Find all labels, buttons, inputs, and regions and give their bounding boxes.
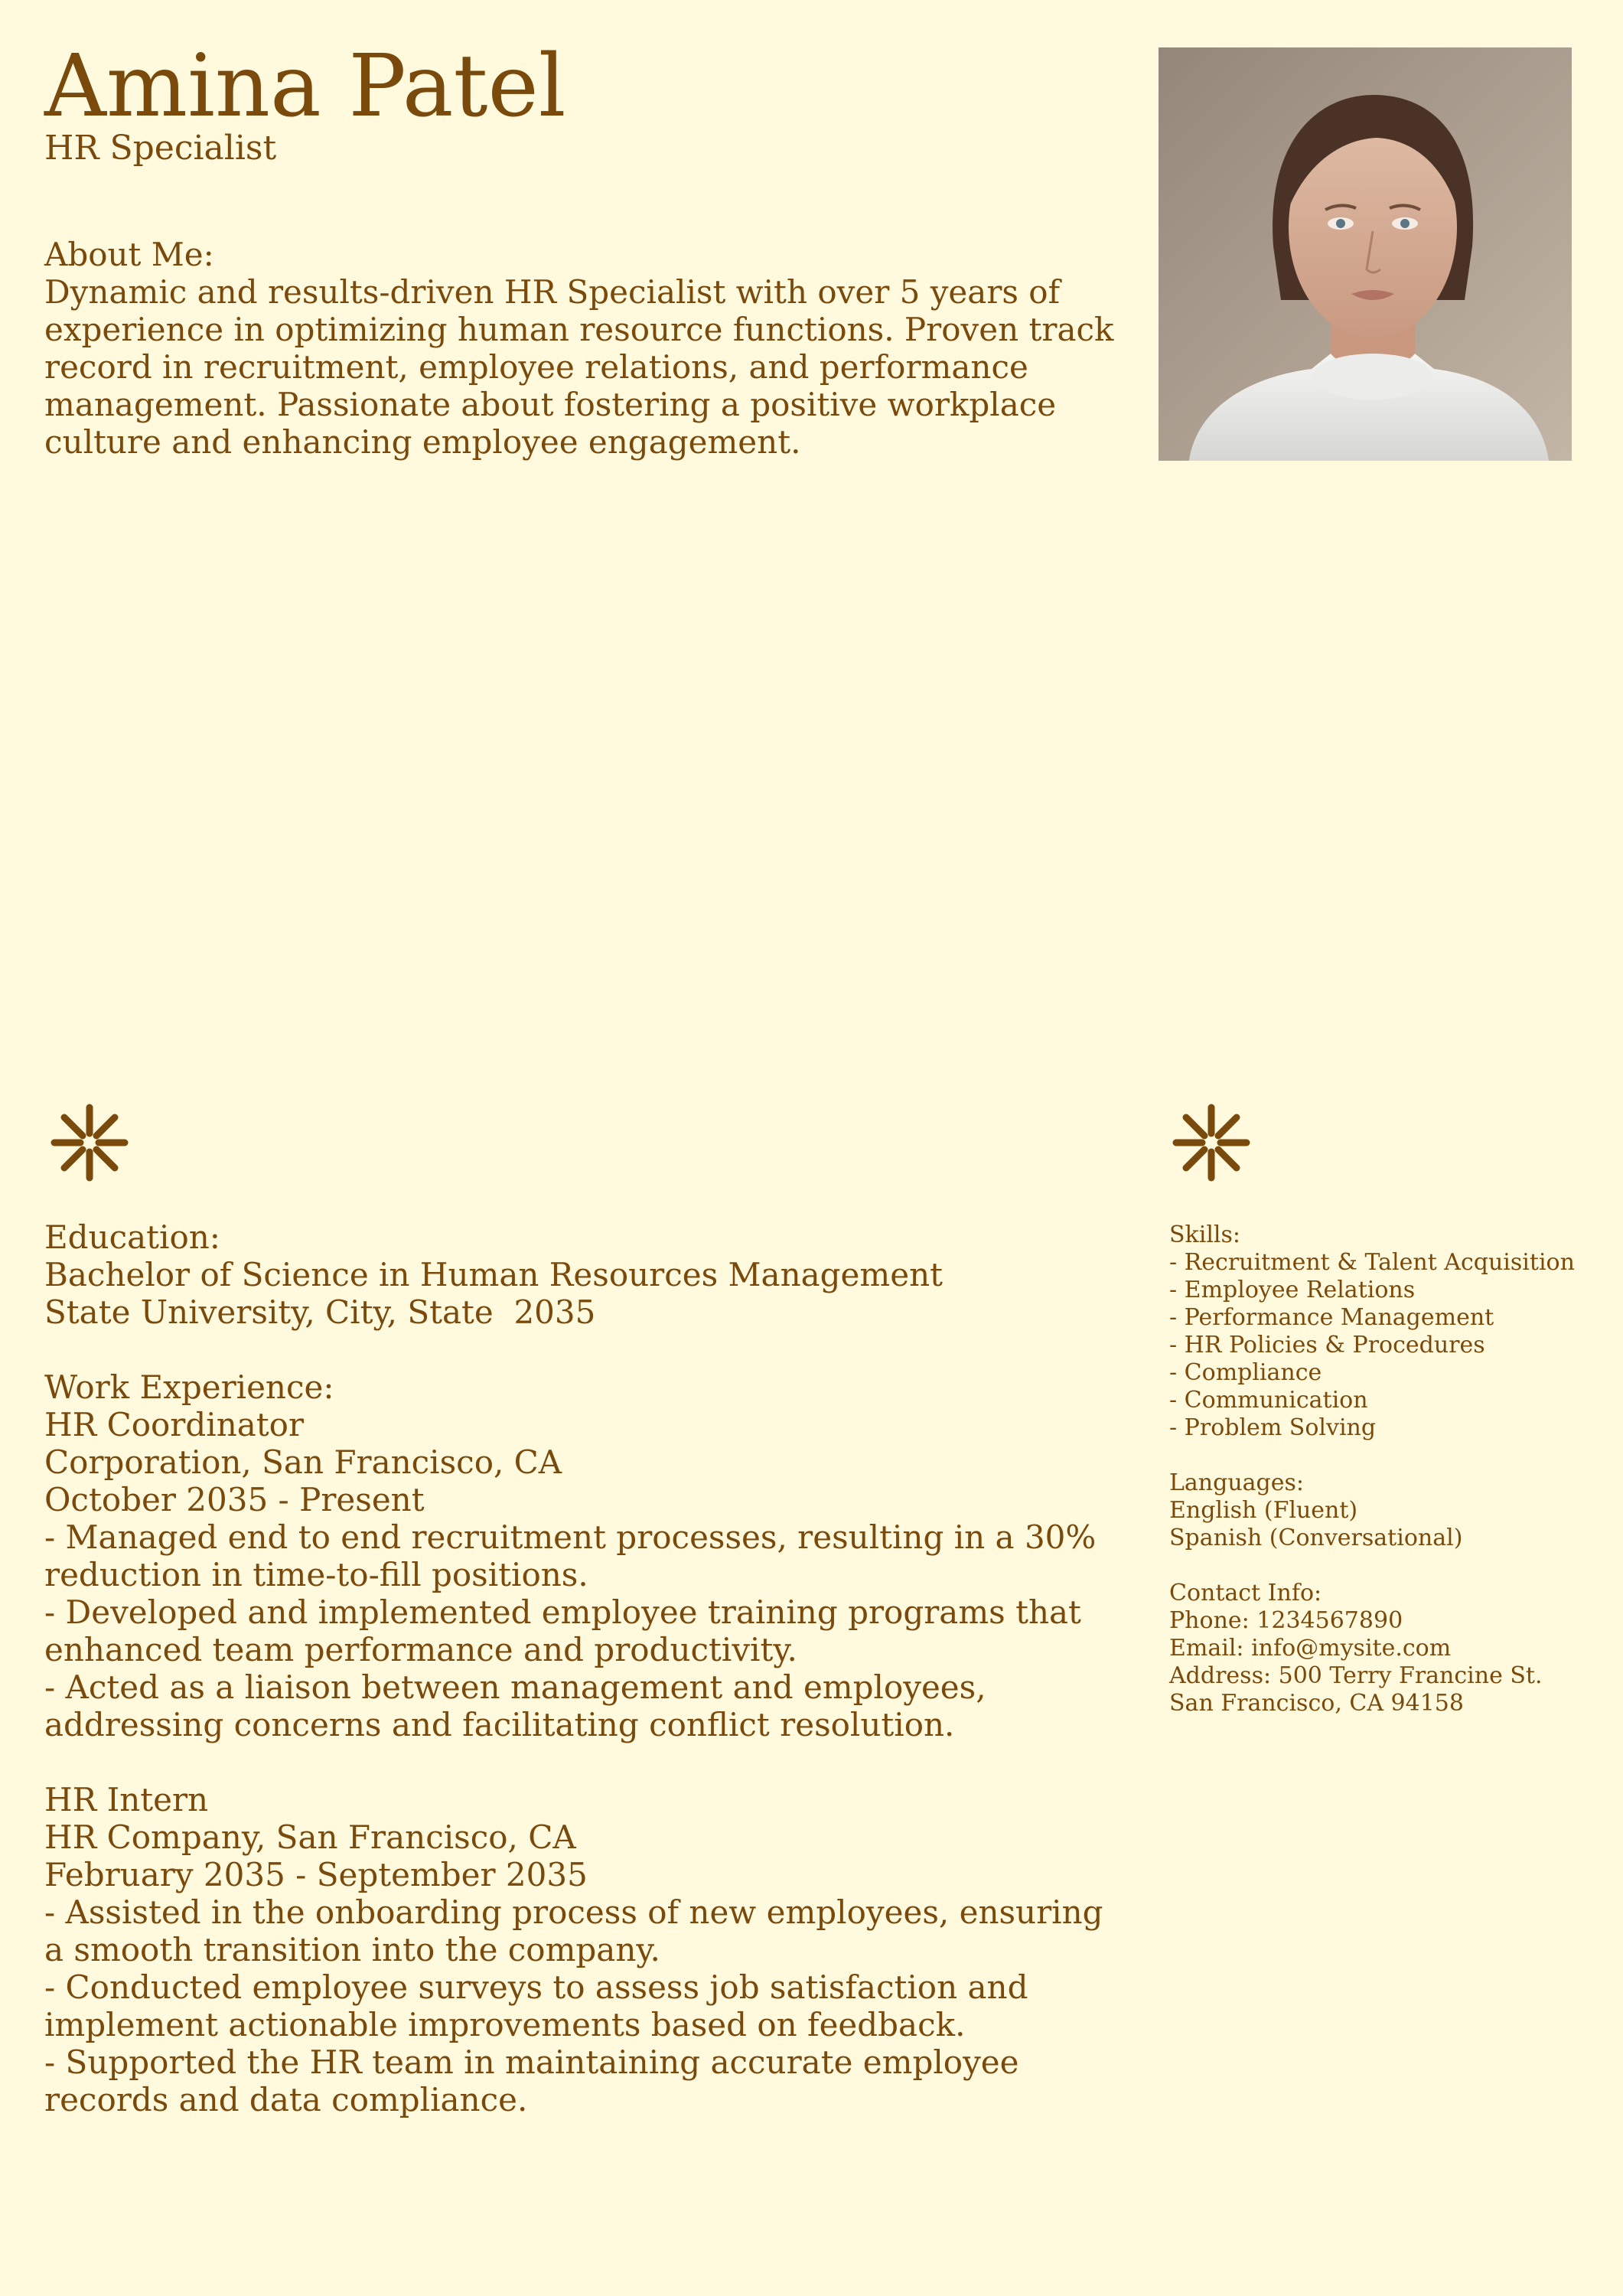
contact-email: Email: info@mysite.com [1169, 1635, 1452, 1662]
job-title: HR Intern [44, 1781, 209, 1818]
contact-phone: Phone: 1234567890 [1169, 1607, 1403, 1634]
skill-item: - Compliance [1169, 1359, 1322, 1386]
job-dates: October 2035 - Present [44, 1481, 425, 1518]
about-section [44, 236, 1131, 461]
about-text: Dynamic and results-driven HR Specialist with over 5 years of experience in optimizing human resource functions. Proven track record in recruitment, employee relations, and performance management. Passionate about fostering a positive workplace culture and enhancing employee engagement. [44, 273, 1114, 461]
about-label: About Me: [44, 236, 214, 273]
skills-section [1169, 1221, 1598, 1442]
education-school: State University, City, State 2035 [44, 1293, 596, 1331]
job-dates: February 2035 - September 2035 [44, 1856, 588, 1893]
languages-label: Languages: [1169, 1469, 1305, 1496]
main-column [44, 1218, 1116, 2156]
job-company: Corporation, San Francisco, CA [44, 1443, 562, 1481]
skill-item: - Performance Management [1169, 1304, 1494, 1331]
contact-address-line1: Address: 500 Terry Francine St. [1169, 1662, 1543, 1689]
contact-address-line2: San Francisco, CA 94158 [1169, 1690, 1464, 1717]
portrait-image [1159, 47, 1572, 461]
asterisk-divider-icon [1169, 1101, 1253, 1185]
education-degree: Bachelor of Science in Human Resources Management [44, 1256, 943, 1293]
work-experience-entry [44, 1781, 1116, 2118]
contact-section [1169, 1580, 1598, 1717]
skill-item: - Employee Relations [1169, 1277, 1416, 1303]
side-column [1169, 1221, 1598, 1745]
job-bullet: - Assisted in the onboarding process of new employees, ensuring a smooth transition into the company. [44, 1893, 1113, 1968]
candidate-name: Amina Patel [44, 37, 566, 136]
skill-item: - Problem Solving [1169, 1414, 1377, 1441]
work-experience-label: Work Experience: [44, 1368, 334, 1406]
portrait-photo [1159, 47, 1572, 461]
languages-section [1169, 1469, 1598, 1552]
asterisk-divider-icon [47, 1101, 132, 1185]
job-bullet: - Acted as a liaison between management and employees, addressing concerns and facilitating conflict resolution. [44, 1668, 996, 1743]
job-company: HR Company, San Francisco, CA [44, 1818, 576, 1856]
job-bullet: - Developed and implemented employee training programs that enhanced team performance and productivity. [44, 1593, 1092, 1668]
language-item: Spanish (Conversational) [1169, 1525, 1463, 1551]
skill-item: - HR Policies & Procedures [1169, 1332, 1485, 1358]
skill-item: - Recruitment & Talent Acquisition [1169, 1249, 1575, 1276]
skill-item: - Communication [1169, 1387, 1368, 1414]
work-experience-section [44, 1368, 1116, 1743]
skills-label: Skills: [1169, 1221, 1241, 1248]
language-item: English (Fluent) [1169, 1497, 1358, 1524]
education-label: Education: [44, 1218, 220, 1256]
contact-label: Contact Info: [1169, 1580, 1322, 1606]
job-bullet: - Conducted employee surveys to assess job satisfaction and implement actionable improvements based on feedback. [44, 1968, 1038, 2043]
job-title: HR Specialist [44, 129, 277, 168]
job-bullet: - Supported the HR team in maintaining accurate employee records and data compliance. [44, 2043, 1029, 2118]
education-section [44, 1218, 1116, 1331]
job-bullet: - Managed end to end recruitment processes, resulting in a 30% reduction in time-to-fill positions. [44, 1518, 1106, 1593]
job-title: HR Coordinator [44, 1406, 305, 1443]
